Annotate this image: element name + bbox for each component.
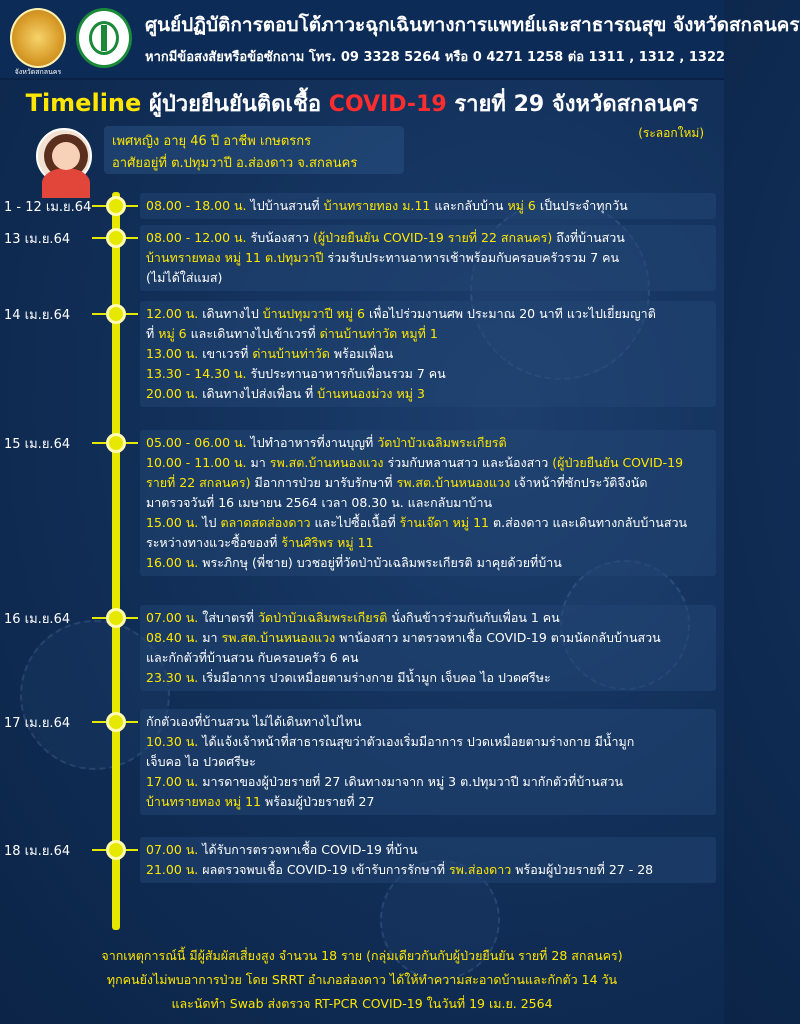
body-text: ที่ [146, 326, 159, 341]
highlight-text: 13.00 น. [146, 346, 199, 361]
highlight-text: รพ.ส่องดาว [448, 862, 512, 877]
body-text: เขาเวรที่ [198, 346, 253, 361]
highlight-text: หมู่ 6 [158, 326, 187, 341]
province-logo [10, 8, 66, 76]
timeline-entry-line [146, 840, 710, 860]
timeline-date: 18 เม.ย.64 [4, 844, 71, 859]
title-text: ผู้ป่วยยืนยันติดเชื้อ [141, 92, 329, 117]
highlight-text: ด่านบ้านท่าวัด หมูที่ 1 [319, 326, 438, 341]
timeline-date: 13 เม.ย.64 [4, 232, 71, 247]
timeline-entry-line [146, 433, 710, 453]
patient-avatar-icon [36, 128, 92, 184]
highlight-text: บ้านปทุมวาปี หมู่ 6 [262, 306, 366, 321]
highlight-text: รพ.สต.บ้านหนองแวง [221, 630, 336, 645]
body-text: พระภิกษุ (พี่ชาย) บวชอยู่ที่วัดป่าบัวเฉลิมพระเกียรติ มาคุยด้วยที่บ้าน [198, 555, 562, 570]
title-covid: COVID-19 [328, 92, 447, 117]
ministry-logo [76, 8, 132, 68]
body-text: รับน้องสาว [246, 230, 313, 245]
timeline-entry-line [146, 533, 710, 553]
timeline-dot [106, 304, 126, 324]
body-text: ผลตรวจพบเชื้อ COVID-19 เข้ารับการรักษาที่ [198, 862, 449, 877]
timeline-entry-line [146, 364, 710, 384]
timeline-entry-line [146, 324, 710, 344]
timeline-entry-line [146, 228, 710, 248]
timeline-entry [140, 301, 716, 407]
footer-line: ทุกคนยังไม่พบอาการป่วย โดย SRRT อำเภอส่องดาว ได้ให้ทำความสะอาดบ้านและกักตัว 14 วัน [106, 972, 618, 987]
body-text: กักตัวเองที่บ้านสวน ไม่ได้เดินทางไปไหน [146, 714, 362, 729]
highlight-text: ร้านศิริพร หมู่ 11 [281, 535, 374, 550]
timeline-dot [106, 196, 126, 216]
timeline-entry-line [146, 453, 710, 473]
highlight-text: 20.00 น. [146, 386, 199, 401]
body-text: และไปซื้อเนื้อที่ [310, 515, 400, 530]
highlight-text: 10.30 น. [146, 734, 199, 749]
highlight-text: วัดป่าบัวเฉลิมพระเกียรติ [258, 610, 388, 625]
body-text: พาน้องสาว มาตรวจหาเชื้อ COVID-19 ตามนัดกลับบ้านสวน [335, 630, 661, 645]
timeline-entry-line [146, 473, 710, 493]
timeline-dot [106, 228, 126, 248]
highlight-text: 08.40 น. [146, 630, 199, 645]
timeline-entry-line [146, 732, 710, 752]
body-text: เจ็บคอ ไอ ปวดศรีษะ [146, 754, 256, 769]
timeline-entry-line [146, 752, 710, 772]
body-text: มา [246, 455, 270, 470]
timeline-entry-line [146, 248, 710, 268]
timeline-date: 16 เม.ย.64 [4, 612, 71, 627]
timeline-date: 14 เม.ย.64 [4, 308, 71, 323]
body-text: ไปทำอาหารที่งานบุญที่ [246, 435, 378, 450]
body-text: เพื่อไปร่วมงานศพ ประมาณ 20 นาที แวะไปเยี่ยมญาติ [365, 306, 656, 321]
body-text: พร้อมผู้ป่วยรายที่ 27 [260, 794, 375, 809]
highlight-text: 21.00 น. [146, 862, 199, 877]
highlight-text: 07.00 น. [146, 610, 199, 625]
highlight-text: (ผู้ป่วยยืนยัน COVID-19 [552, 455, 684, 470]
timeline-entry [140, 193, 716, 219]
highlight-text: บ้านทรายทอง ม.11 [323, 198, 431, 213]
body-text: พร้อมผู้ป่วยรายที่ 27 - 28 [511, 862, 654, 877]
highlight-text: 15.00 น. [146, 515, 199, 530]
title-timeline: Timeline [25, 89, 142, 117]
highlight-text: รพ.สต.บ้านหนองแวง [269, 455, 384, 470]
page-title [0, 86, 724, 121]
timeline-entry-line [146, 772, 710, 792]
timeline-entry-line [146, 712, 710, 732]
highlight-text: 05.00 - 06.00 น. [146, 435, 247, 450]
timeline-dot [106, 608, 126, 628]
highlight-text: บ้านหนองม่วง หมู่ 3 [317, 386, 425, 401]
body-text: นั่งกินข้าวร่วมกันกับเพื่อน 1 คน [387, 610, 560, 625]
timeline-date: 15 เม.ย.64 [4, 437, 71, 452]
timeline-entry [140, 605, 716, 691]
highlight-text: ด่านบ้านท่าวัด [252, 346, 330, 361]
timeline-date: 17 เม.ย.64 [4, 716, 71, 731]
timeline-entry [140, 709, 716, 815]
highlight-text: (ผู้ป่วยยืนยัน COVID-19 รายที่ 22 สกลนคร) [312, 230, 553, 245]
timeline-dot [106, 433, 126, 453]
timeline-entry-line [146, 860, 710, 880]
body-text: มา [198, 630, 222, 645]
body-text: เป็นประจำทุกวัน [535, 198, 628, 213]
title-case: รายที่ 29 จังหวัดสกลนคร [446, 92, 699, 117]
highlight-text: 08.00 - 12.00 น. [146, 230, 247, 245]
body-text: มารดาของผู้ป่วยรายที่ 27 เดินทางมาจาก หมู่ 3 ต.ปทุมวาปี มากักตัวที่บ้านสวน [198, 774, 624, 789]
body-text: ร่วมรับประทานอาหารเช้าพร้อมกับครอบครัวรวม 7 คน [323, 250, 620, 265]
timeline-entry [140, 430, 716, 576]
body-text: ถึงที่บ้านสวน [552, 230, 625, 245]
body-text: และกักตัวที่บ้านสวน กับครอบครัว 6 คน [146, 650, 359, 665]
header-bar [0, 0, 800, 80]
body-text: ไปบ้านสวนที่ [246, 198, 324, 213]
timeline-date: 1 - 12 เม.ย.64 [4, 200, 92, 215]
highlight-text: 23.30 น. [146, 670, 199, 685]
body-text: เจ้าหน้าที่ซักประวัติจึงนัด [510, 475, 648, 490]
timeline-dot [106, 840, 126, 860]
body-text: และเดินทางไปเข้าเวรที่ [186, 326, 320, 341]
timeline-entry-line [146, 648, 710, 668]
highlight-text: ตลาดสดส่องดาว [220, 515, 311, 530]
body-text: ต.ส่องดาว และเดินทางกลับบ้านสวน [489, 515, 688, 530]
highlight-text: หมู่ 6 [507, 198, 536, 213]
timeline-entry-line [146, 628, 710, 648]
highlight-text: 17.00 น. [146, 774, 199, 789]
body-text: ไป [198, 515, 221, 530]
timeline-entry-line [146, 668, 710, 688]
body-text: ใส่บาตรที่ [198, 610, 258, 625]
timeline-entry-line [146, 493, 710, 513]
timeline-entry-line [146, 513, 710, 533]
province-logo-text: จังหวัดสกลนคร [14, 68, 62, 76]
header-contact: หากมีข้อสงสัยหรือข้อซักถาม โทร. 09 3328 5264 หรือ 0 4271 1258 ต่อ 1311 , 1312 , 1322 [145, 50, 726, 65]
body-text: พร้อมเพื่อน [329, 346, 394, 361]
timeline-entry [140, 225, 716, 291]
timeline-entry-line [146, 553, 710, 573]
highlight-text: 12.00 น. [146, 306, 199, 321]
body-text: รับประทานอาหารกับเพื่อนรวม 7 คน [246, 366, 446, 381]
patient-info-line1: เพศหญิง อายุ 46 ปี อาชีพ เกษตรกร [112, 134, 312, 149]
body-text: (ไม่ได้ใส่แมส) [146, 270, 223, 285]
body-text: และกลับบ้าน [430, 198, 508, 213]
highlight-text: 08.00 - 18.00 น. [146, 198, 247, 213]
timeline-entry-line [146, 268, 710, 288]
timeline-entry-line [146, 608, 710, 628]
highlight-text: วัดป่าบัวเฉลิมพระเกียรติ [377, 435, 507, 450]
patient-info-line2: อาศัยอยู่ที่ ต.ปทุมวาปี อ.ส่องดาว จ.สกลนคร [112, 156, 358, 171]
highlight-text: 16.00 น. [146, 555, 199, 570]
footer-line: จากเหตุการณ์นี้ มีผู้สัมผัสเสี่ยงสูง จำนวน 18 ราย (กลุ่มเดียวกันกับผู้ป่วยยืนยัน รายที่ 28 สกลนคร) [101, 948, 623, 963]
timeline-entry-line [146, 304, 710, 324]
highlight-text: รพ.สต.บ้านหนองแวง [396, 475, 511, 490]
highlight-text: 13.30 - 14.30 น. [146, 366, 247, 381]
body-text: มีอาการป่วย มารับรักษาที่ [250, 475, 397, 490]
timeline-dot [106, 712, 126, 732]
timeline-entry-line [146, 196, 710, 216]
body-text: ได้รับการตรวจหาเชื้อ COVID-19 ที่บ้าน [198, 842, 418, 857]
body-text: เดินทางไป [198, 306, 263, 321]
body-text: เริ่มมีอาการ ปวดเหมื่อยตามร่างกาย มีน้ำมูก เจ็บคอ ไอ ปวดศรีษะ [198, 670, 551, 685]
body-text: ร่วมกับหลานสาว และน้องสาว [383, 455, 553, 470]
footer-line: และนัดทำ Swab ส่งตรวจ RT-PCR COVID-19 ในวันที่ 19 เม.ย. 2564 [171, 996, 553, 1011]
body-text: มาตรวจวันที่ 16 เมษายน 2564 เวลา 08.30 น. และกลับมาบ้าน [146, 495, 493, 510]
highlight-text: บ้านทรายทอง หมู่ 11 ต.ปทุมวาปี [146, 250, 324, 265]
body-text: ได้แจ้งเจ้าหน้าที่สาธารณสุขว่าตัวเองเริ่มมีอาการ ปวดเหมื่อยตามร่างกาย มีน้ำมูก [198, 734, 635, 749]
body-text: ระหว่างทางแวะซื้อของที่ [146, 535, 282, 550]
timeline-entry-line [146, 384, 710, 404]
highlight-text: รายที่ 22 สกลนคร) [146, 475, 251, 490]
timeline-entry [140, 837, 716, 883]
header-title: ศูนย์ปฏิบัติการตอบโต้ภาวะฉุกเฉินทางการแพทย์และสาธารณสุข จังหวัดสกลนคร [145, 14, 800, 36]
footer-summary [0, 944, 724, 1016]
highlight-text: 10.00 - 11.00 น. [146, 455, 247, 470]
timeline-entry-line [146, 792, 710, 812]
highlight-text: ร้านเจ๊ดา หมู่ 11 [399, 515, 490, 530]
body-text: เดินทางไปส่งเพื่อน ที่ [198, 386, 318, 401]
title-note: (ระลอกใหม่) [638, 126, 704, 140]
timeline-axis [112, 192, 120, 930]
highlight-text: บ้านทรายทอง หมู่ 11 [146, 794, 261, 809]
highlight-text: 07.00 น. [146, 842, 199, 857]
timeline-entry-line [146, 344, 710, 364]
